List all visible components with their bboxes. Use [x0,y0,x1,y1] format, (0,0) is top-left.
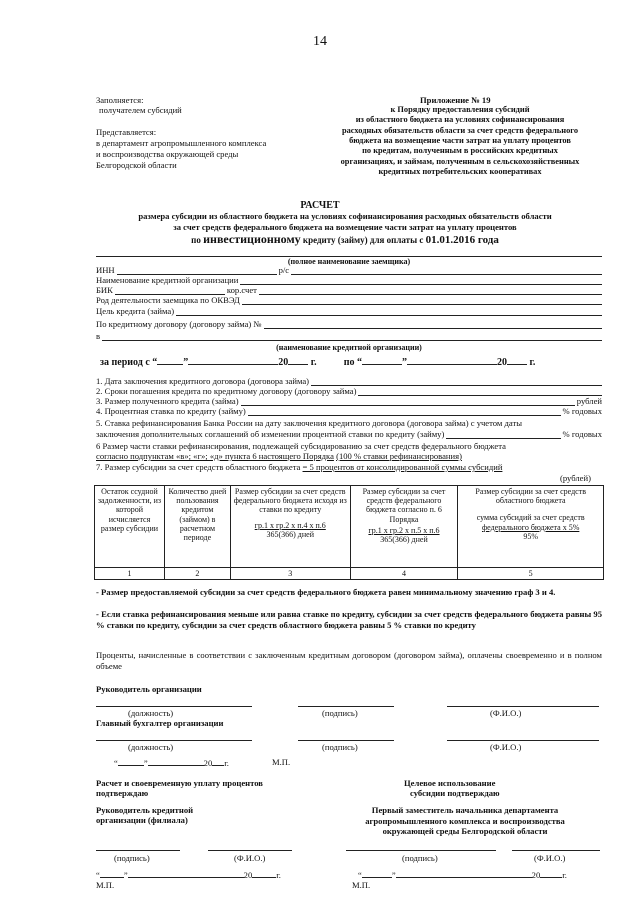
dept-fio-line[interactable] [512,850,600,851]
col-5-number: 5 [458,568,604,580]
acc-fio-caption: (Ф.И.О.) [490,742,522,752]
period-from-year[interactable] [288,355,308,365]
item-7: 7. Размер субсидии за счет средств областного бюджета = 5 процентов от консолидированной суммы субсидий [96,462,503,472]
period-to-day[interactable] [362,355,402,365]
item-5-line1: 5. Ставка рефинансирования Банка России на дату заключения кредитного договора (договора займа) с учетом даты [96,418,522,428]
fill-note: Заполняется: [96,95,144,105]
submit-to-line2: и воспроизводства окружающей среды [96,149,239,159]
contract-label: По кредитному договору (договору займа) № [96,319,262,329]
left-role-2: организации (филиала) [96,815,188,825]
item-5-field[interactable] [446,429,560,439]
acc-fio-line[interactable] [447,740,599,741]
contract-field[interactable] [264,319,602,329]
col-1-number: 1 [95,568,165,580]
period-row: за период с “ ” 20 г. по “ ” 20 г. [100,357,536,368]
head-position-line[interactable] [96,706,252,707]
fill-note-who: получателем субсидий [99,105,182,115]
doc-subtitle-2: за счет средств федерального бюджета на возмещение части затрат на уплату процентов [173,222,517,232]
contract-row [96,319,602,329]
item-4: 4. Процентная ставка по кредиту (займу) % годовых [96,406,602,416]
head-org-label: Руководитель организации [96,684,202,694]
doc-title: РАСЧЕТ [300,200,340,211]
bik-field[interactable] [115,285,225,295]
dept-stamp: М.П. [352,880,371,890]
right-confirm-1: Целевое использование [404,778,496,788]
head-signature-line[interactable] [298,706,394,707]
bank-stamp: М.П. [96,880,115,890]
right-role: Первый заместитель начальника департамента агропромышленного комплекса и воспроизводства окружающей среды Белгородской области [365,805,565,837]
head-fio-caption: (Ф.И.О.) [490,708,522,718]
item-3: 3. Размер полученного кредита (займа) рублей [96,396,602,406]
okved-field[interactable] [242,295,602,305]
head-signature-caption: (подпись) [322,708,358,718]
period-to-year[interactable] [507,355,527,365]
goal-field[interactable] [176,306,602,316]
col-2-number: 2 [164,568,230,580]
item-6-line1: 6 Размер части ставки рефинансирования, подлежащей субсидированию за счет средств федерального бюджета [96,441,506,451]
org-stamp: М.П. [272,757,291,767]
note-3: Проценты, начисленные в соответствии с заключенным кредитным договором (договором займа), оплачены своевременно и в полном объеме [96,650,602,672]
left-confirm-2: подтверждаю [96,788,149,798]
item-1-field[interactable] [311,376,602,386]
appendix-text: к Порядку предоставления субсидий из областного бюджета на условиях софинансирования расходных обязательств области за счет средств федерального бюджета на возмещение части затрат на уплату процентов по кредитам, полученным в российских кредитных организациях, и займам, полученным в сельскохозяйственных кредитных потребительских кооперативах [340,105,580,176]
col-3-header: Размер субсидии за счет средств федерального бюджета исходя из ставки по кредиту гр.1 х гр.2 х п.4 х п.6 365(366) дней [230,486,350,568]
item-2-field[interactable] [358,386,602,396]
dept-date-row: “ ” 20 г. [358,870,567,880]
period-to-month[interactable] [407,355,497,365]
acc-signature-caption: (подпись) [322,742,358,752]
bank-signature-line[interactable] [96,850,180,851]
item-1: 1. Дата заключения кредитного договора (договора займа) [96,376,602,386]
note-1: - Размер предоставляемой субсидии за счет средств федерального бюджета равен минимальному значению граф 3 и 4. [96,587,556,597]
item-6-line2: согласно подпунктам «в»; «г»; «д» пункта 6 настоящего Порядка (100 % ставки рефинансирования) [96,451,462,461]
col-3-number: 3 [230,568,350,580]
head-position-caption: (должность) [128,708,174,718]
inn-row [96,265,602,275]
page-number: 14 [313,34,327,49]
bank-date-year[interactable] [252,869,276,878]
ks-field[interactable] [259,285,602,295]
period-from-day[interactable] [157,355,183,365]
acc-signature-line[interactable] [298,740,394,741]
submit-note: Представляется: [96,127,157,137]
bank-field[interactable] [240,275,602,285]
dept-fio-caption: (Ф.И.О.) [534,853,566,863]
bank-fio-line[interactable] [208,850,292,851]
item-2: 2. Сроки погашения кредита по кредитному договору (договору займа) [96,386,602,396]
acc-position-line[interactable] [96,740,252,741]
borrower-name-caption: (полное наименование заемщика) [287,257,411,266]
item-5-line2: заключения дополнительных соглашений об изменении процентной ставки по кредиту (займу) % годовых [96,429,602,439]
okved-label: Род деятельности заемщика по ОКВЭД [96,295,240,305]
bank-row [96,275,602,285]
doc-subtitle-1: размера субсидии из областного бюджета на условиях софинансирования расходных обязательств области [138,211,552,221]
bank-fio-caption: (Ф.И.О.) [234,853,266,863]
col-5-header: Размер субсидии за счет средств областного бюджета сумма субсидий за счет средств федерального бюджета х 5% 95% [458,486,604,568]
goal-row [96,306,602,316]
org-date-row: “ ” 20 г. [114,758,229,768]
org-date-month[interactable] [148,757,204,766]
bank-date-row: “ ” 20 г. [96,870,281,880]
dept-date-year[interactable] [540,869,562,878]
item-3-field[interactable] [241,396,575,406]
period-from-month[interactable] [188,355,278,365]
appendix-title: Приложение № 19 [420,95,491,105]
note-2: - Если ставка рефинансирования меньше или равна ставке по кредиту, субсидии за счет средств федерального бюджета равны 95 % ставки по кредиту, субсидии за счет средств областного бюджета равны 5 % ставки по кредиту [96,609,602,631]
rs-field[interactable] [291,265,602,275]
item-4-field[interactable] [248,406,561,416]
bik-row [96,285,602,295]
inn-field[interactable] [117,265,277,275]
inn-label: ИНН [96,265,115,275]
dept-date-day[interactable] [362,869,392,878]
org-date-day[interactable] [118,757,144,766]
col-4-number: 4 [350,568,458,580]
ks-label: кор.счет [226,285,257,295]
dept-signature-line[interactable] [346,850,496,851]
bank-in-row [96,331,602,341]
subsidy-table [94,485,604,580]
submit-to-line3: Белгородской области [96,160,177,170]
bank-in-field[interactable] [102,331,602,341]
col-2-header: Количество дней пользования кредитом (займом) в расчетном периоде [164,486,230,568]
bank-date-day[interactable] [100,869,124,878]
chief-acc-label: Главный бухгалтер организации [96,718,224,728]
bank-signature-caption: (подпись) [114,853,150,863]
submit-to-line1: в департамент агропромышленного комплекса [96,138,267,148]
goal-label: Цель кредита (займа) [96,306,175,316]
doc-subtitle-3: по инвестиционному кредиту (займу) для оплаты с 01.01.2016 года [191,232,499,246]
bik-label: БИК [96,285,113,295]
org-date-year[interactable] [212,757,224,766]
col-4-header: Размер субсидии за счет средств федерального бюджета согласно п. 6 Порядка гр.1 х гр.2 х п.5 х п.6 365(366) дней [350,486,458,568]
bank-caption: (наименование кредитной организации) [276,343,422,352]
dept-signature-caption: (подпись) [402,853,438,863]
left-role-1: Руководитель кредитной [96,805,194,815]
dept-date-month[interactable] [396,869,532,878]
bank-label: Наименование кредитной организации [96,275,239,285]
acc-position-caption: (должность) [128,742,174,752]
col-1-header: Остаток ссудной задолженности, из которой исчисляется размер субсидии [95,486,165,568]
bank-date-month[interactable] [128,869,244,878]
right-confirm-2: субсидии подтверждаю [410,788,500,798]
head-fio-line[interactable] [447,706,599,707]
rub-caption: (рублей) [560,473,591,483]
rs-label: р/с [278,265,290,275]
left-confirm-1: Расчет и своевременную уплату процентов [96,778,263,788]
bank-in-label: в [96,331,101,341]
okved-row [96,295,602,305]
